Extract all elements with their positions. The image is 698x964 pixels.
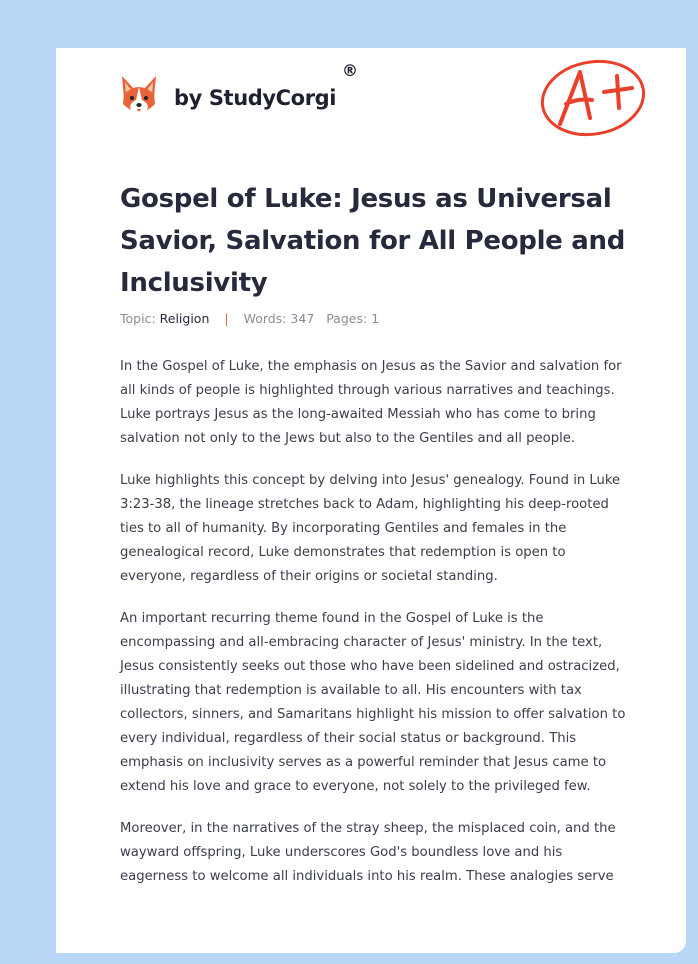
words-count: 347 (290, 311, 315, 326)
essay-meta (120, 311, 379, 326)
essay-page (56, 48, 686, 953)
paragraph: In the Gospel of Luke, the emphasis on Jesus as the Savior and salvation for all kinds of people is highlighted through various narratives and teachings. Luke portrays Jesus as the long-awaited Messiah who has come to bring salvation not only to the Jews but also to the Gentiles and all people. (120, 359, 622, 446)
a-plus-badge (538, 58, 648, 144)
paragraph: Luke highlights this concept by delving into Jesus' genealogy. Found in Luke 3:23-38, the lineage stretches back to Adam, highlighting his deep-rooted ties to all of humanity. By incorporating Gentiles and females in the genealogical record, Luke demonstrates that redemption is open to everyone, regardless of their origins or societal standing. (120, 473, 621, 584)
brand-name: by StudyCorgi (174, 86, 337, 110)
essay-body (120, 355, 628, 907)
studycorgi-logo[interactable] (120, 74, 336, 118)
paragraph: Moreover, in the narratives of the stray sheep, the misplaced coin, and the wayward offspring, Luke underscores God's boundless love and his eagerness to welcome all individuals into his realm. These analogies serve (120, 821, 616, 884)
meta-separator: | (224, 311, 229, 326)
words-label: Words: (243, 311, 287, 326)
registered-mark: ® (342, 61, 358, 80)
pages-count: 1 (371, 311, 380, 326)
pages-label: Pages: (326, 311, 368, 326)
a-plus-badge-icon (538, 58, 648, 140)
topic-link[interactable]: Religion (159, 311, 210, 326)
page-title: Gospel of Luke: Jesus as Universal Savior, Salvation for All People and Inclusivity (120, 184, 626, 298)
topic-label: Topic: (120, 311, 156, 326)
corgi-logo-icon (120, 74, 158, 118)
paragraph: An important recurring theme found in the Gospel of Luke is the encompassing and all-embracing character of Jesus' ministry. In the text, Jesus consistently seeks out those who have been sidelined and ostracized, illustrating that redemption is available to all. His encounters with tax collectors, sinners, and Samaritans highlight his mission to offer salvation to every individual, regardless of their social status or background. This emphasis on inclusivity serves as a powerful reminder that Jesus came to extend his love and grace to everyone, not solely to the privileged few. (120, 611, 626, 794)
